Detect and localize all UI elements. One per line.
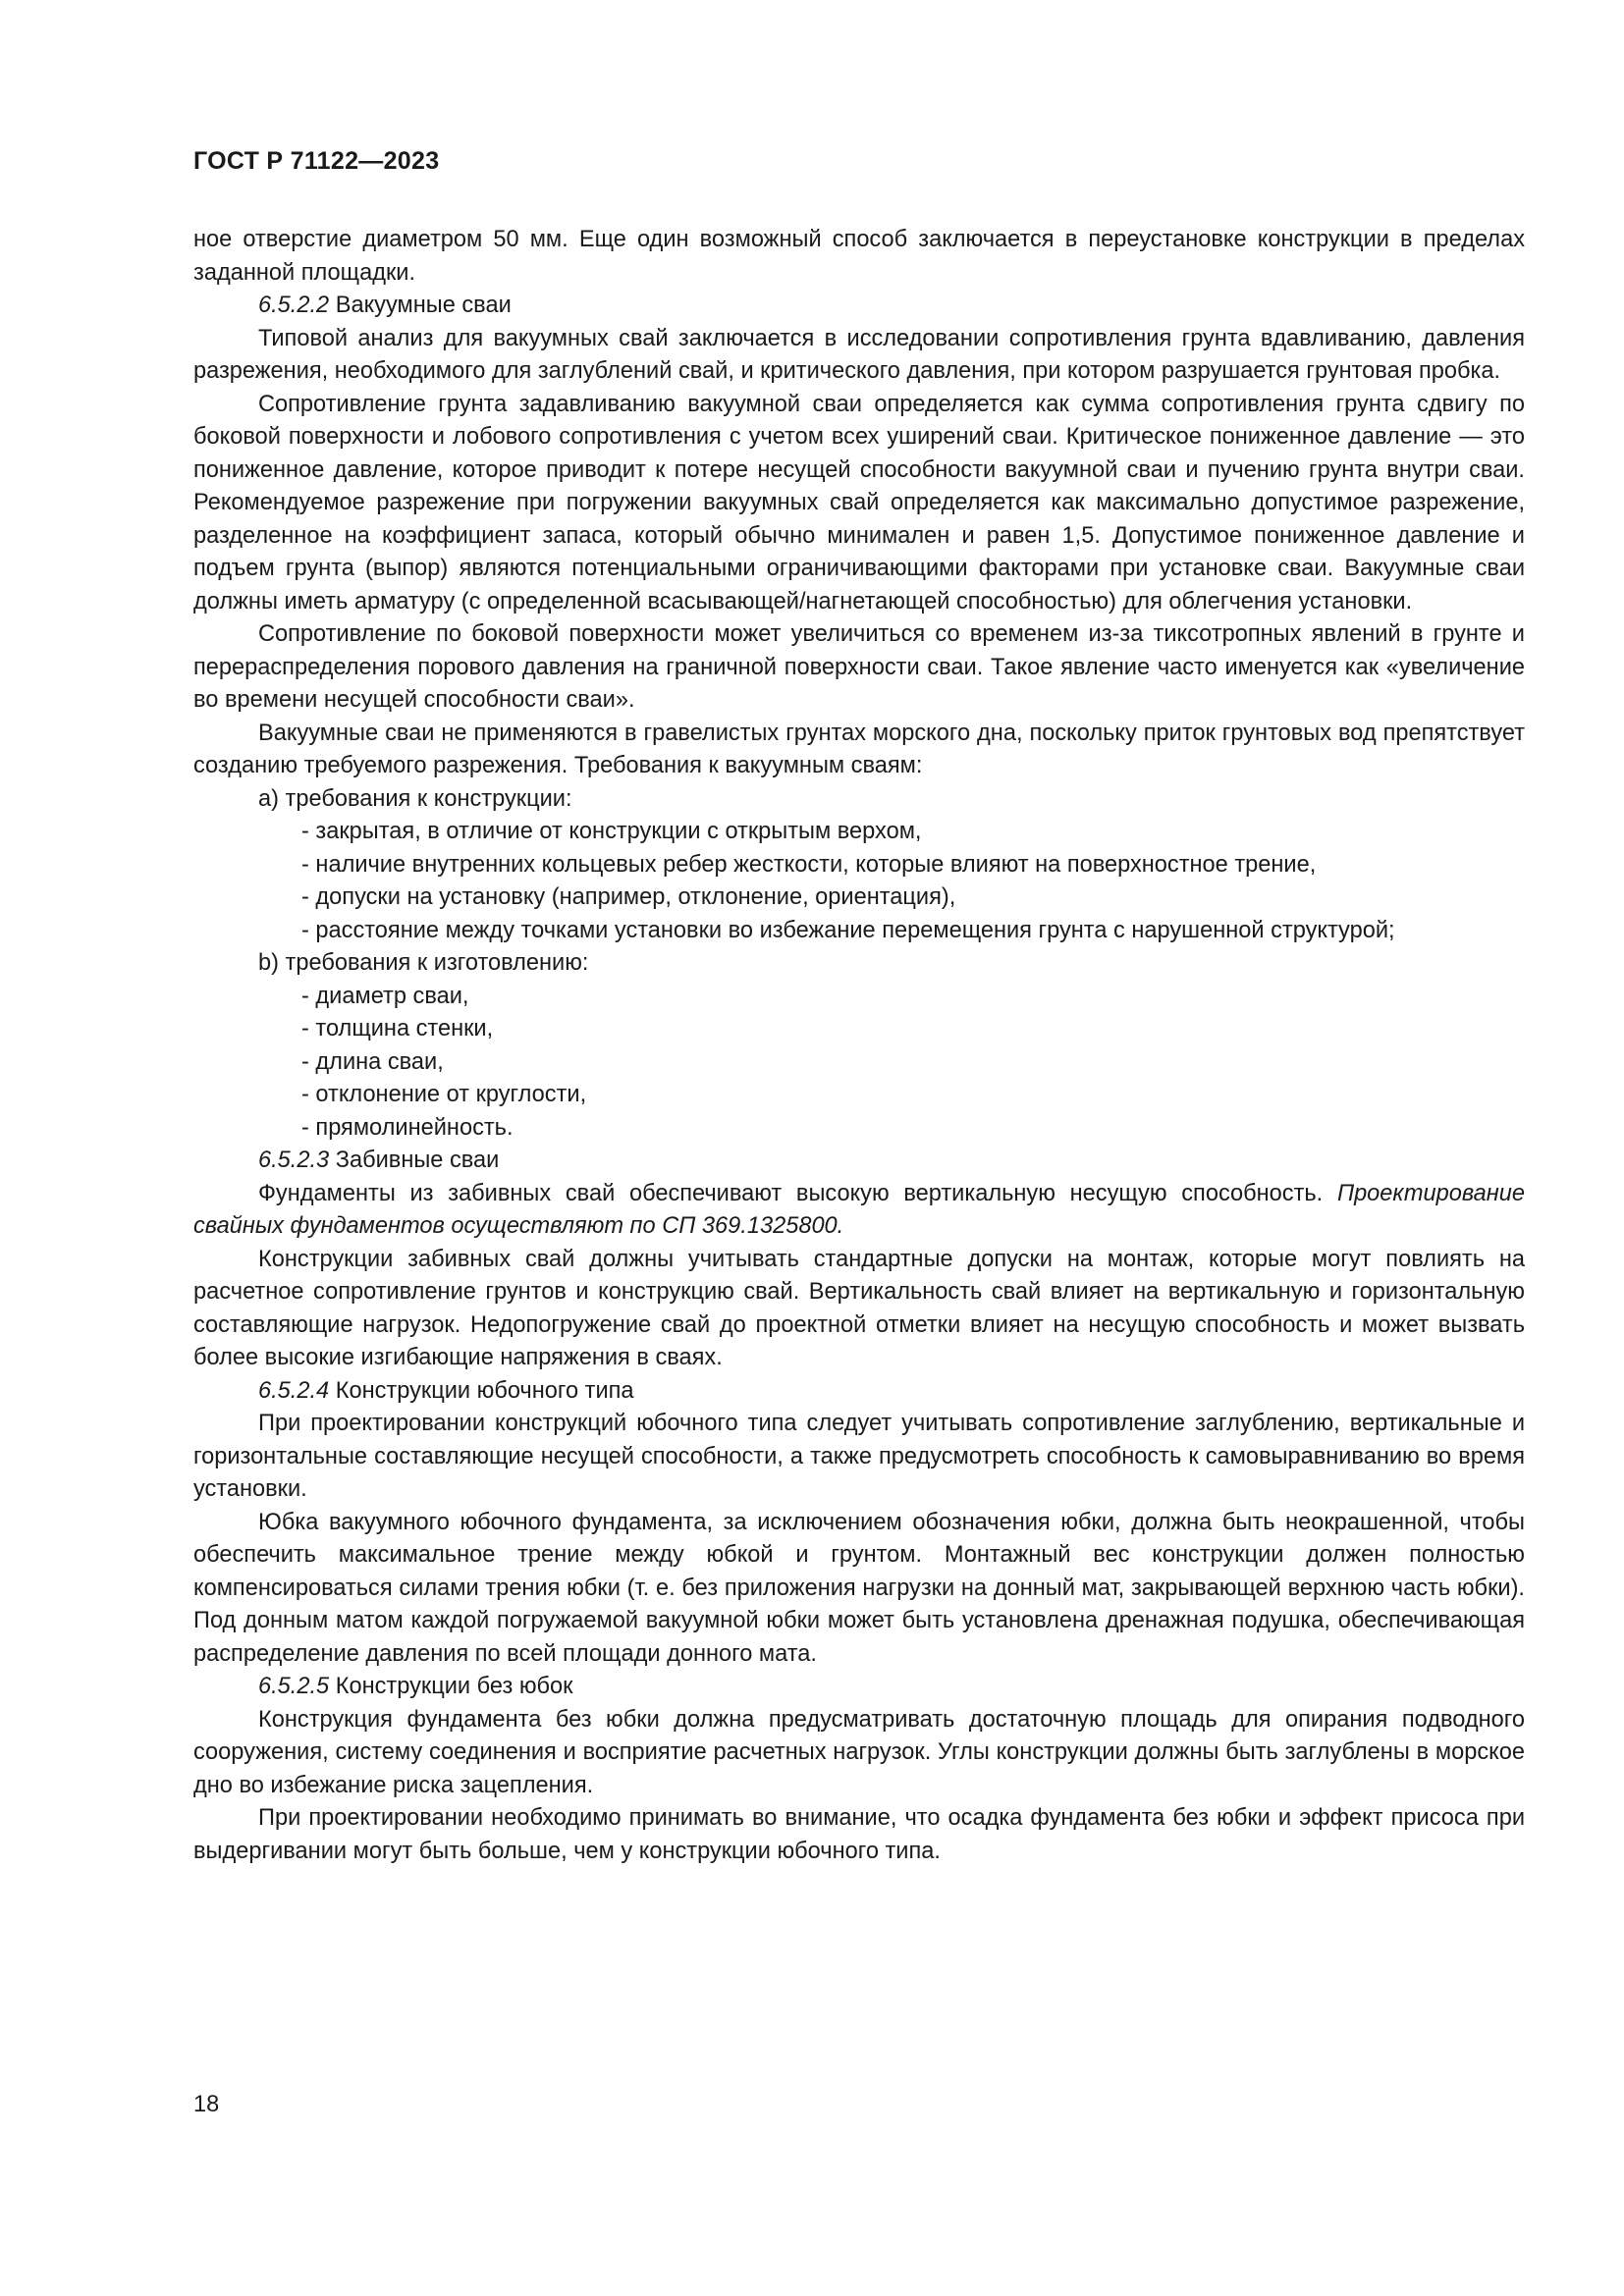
list-subitem: - отклонение от круглости, [301,1082,587,1107]
paragraph: Типовой анализ для вакуумных свай заключается в исследовании сопротивления грунта вдавливанию, давления разрежения, необходимого для заглублений свай, и критического давления, при котором разрушается грунтовая пробка. [193,325,1525,384]
section-title: Конструкции без юбок [335,1674,573,1699]
list-subitem: - прямолинейность. [301,1114,514,1141]
paragraph [193,1178,1525,1244]
list-item-a: a) требования к конструкции: [258,785,572,812]
section-number: 6.5.2.5 [258,1674,330,1699]
paragraph: Сопротивление грунта задавливанию вакуумной сваи определяется как сумма сопротивления грунта сдвигу по боковой поверхности и лобового сопротивления с учетом всех уширений сваи. Критическое пониженное давление — это пониженное давление, которое приводит к потере несущей способности вакуумной сваи и пучению грунта внутри сваи. Рекомендуемое разрежение при погружении вакуумных свай определяется как максимально допустимое разрежение, разделенное на коэффициент запаса, который обычно минимален и равен 1,5. Допустимое пониженное давление и подъем грунта (выпор) являются потенциальными ограничивающими факторами при установке сваи. Вакуумные сваи должны иметь арматуру (с определенной всасывающей/нагнетающей способностью) для облегчения установки. [193,391,1525,614]
paragraph: Конструкция фундамента без юбки должна предусматривать достаточную площадь для опирания подводного сооружения, систему соединения и восприятие расчетных нагрузок. Углы конструкции должны быть заглублены в морское дно во избежание риска зацепления. [193,1706,1525,1798]
document-header: ГОСТ Р 71122—2023 [193,147,440,175]
list-item-b: b) требования к изготовлению: [258,950,589,976]
paragraph: Вакуумные сваи не применяются в гравелистых грунтах морского дна, поскольку приток грунтовых вод препятствует созданию требуемого разрежения. Требования к вакуумным сваям: [193,720,1525,778]
paragraph: При проектировании конструкций юбочного типа следует учитывать сопротивление заглублению, вертикальные и горизонтальные составляющие несущей способности, а также предусмотреть способность к самовыравниванию во время установки. [193,1411,1525,1502]
list-subitem: - расстояние между точками установки во избежание перемещения грунта с нарушенной структурой; [301,917,1395,943]
section-heading-6-5-2-5 [193,1671,1525,1704]
paragraph: Конструкции забивных свай должны учитывать стандартные допуски на монтаж, которые могут повлиять на расчетное сопротивление грунтов и конструкцию свай. Вертикальность свай влияет на вертикальную и горизонтальную составляющие нагрузок. Недопогружение свай до проектной отметки влияет на несущую способность и может вызвать более высокие изгибающие напряжения в сваях. [193,1246,1525,1370]
list-subitem: - наличие внутренних кольцевых ребер жесткости, которые влияют на поверхностное трение, [301,851,1317,878]
list-subitem: - длина сваи, [301,1048,444,1075]
section-number: 6.5.2.4 [258,1377,330,1404]
paragraph: При проектировании необходимо принимать во внимание, что осадка фундамента без юбки и эффект присоса при выдергивании могут быть больше, чем у конструкции юбочного типа. [193,1805,1525,1864]
section-title: Конструкции юбочного типа [335,1377,634,1404]
document-body [193,224,1525,1868]
section-number: 6.5.2.3 [258,1148,330,1173]
section-title: Забивные сваи [335,1148,500,1173]
list-subitem: - закрытая, в отличие от конструкции с открытым верхом, [301,819,922,844]
list-subitem: - толщина стенки, [301,1016,494,1041]
section-title: Вакуумные сваи [335,293,512,318]
section-heading-6-5-2-4 [193,1375,1525,1409]
paragraph: Сопротивление по боковой поверхности может увеличиться со временем из-за тиксотропных явлений в грунте и перераспределения порового давления на граничной поверхности сваи. Такое явление часто именуется как «увеличение во времени несущей способности сваи». [193,621,1525,713]
section-number: 6.5.2.2 [258,293,330,318]
section-heading-6-5-2-3 [193,1145,1525,1178]
paragraph: Юбка вакуумного юбочного фундамента, за исключением обозначения юбки, должна быть неокрашенной, чтобы обеспечить максимальное трение между юбкой и грунтом. Монтажный вес конструкции должен полностью компенсироваться силами трения юбки (т. е. без приложения нагрузки на донный мат, закрывающей верхнюю часть юбки). Под донным матом каждой погружаемой вакуумной юбки может быть установлена дренажная подушка, обеспечивающая распределение давления по всей площади донного мата. [193,1509,1525,1667]
normative-reference: Проектирование свайных фундаментов осуществляют по СП 369.1325800. [193,1180,1525,1239]
paragraph-text: Фундаменты из забивных свай обеспечивают высокую вертикальную несущую способность. [258,1180,1324,1206]
list-subitem: - допуски на установку (например, отклонение, ориентация), [301,884,956,910]
page-number: 18 [193,2092,220,2117]
section-heading-6-5-2-2 [193,290,1525,323]
paragraph: ное отверстие диаметром 50 мм. Еще один возможный способ заключается в переустановке конструкции в пределах заданной площадки. [193,227,1525,286]
list-subitem: - диаметр сваи, [301,983,469,1009]
